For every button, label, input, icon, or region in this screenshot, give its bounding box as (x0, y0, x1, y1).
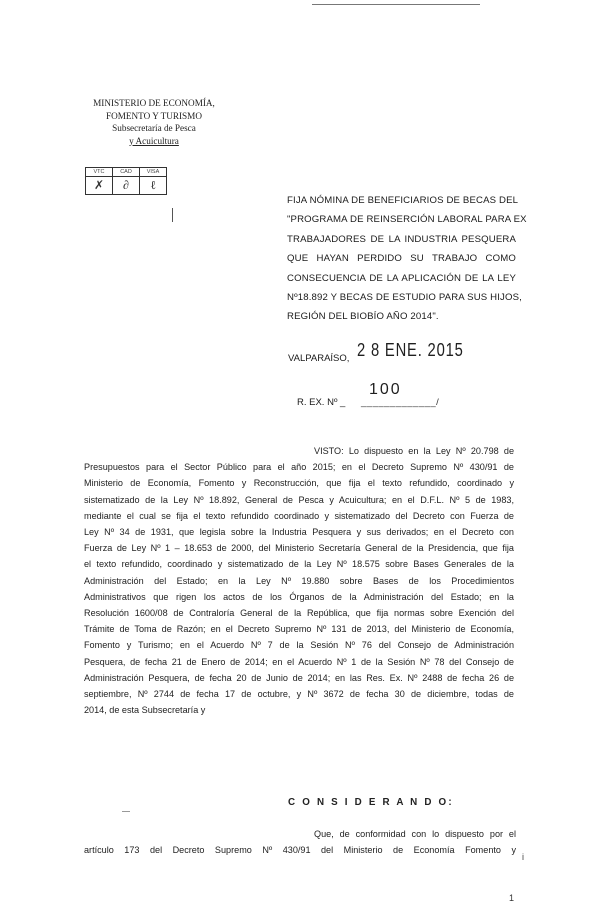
resolution-number-label: R. EX. Nº _ (297, 397, 346, 408)
visto-line: el texto refundido, coordinado y sistematizado de la Ley Nº 18.575 sobre Bases Generales de la (84, 559, 514, 570)
top-rule (312, 4, 480, 5)
que-line: Que, de conformidad con lo dispuesto por el (314, 829, 516, 839)
margin-tick: i (522, 852, 524, 862)
title-line: "PROGRAMA DE REINSERCIÓN LABORAL PARA EX (287, 214, 527, 226)
margin-mark (122, 811, 130, 812)
stamp-col-vtc: VTC (86, 168, 113, 177)
stamp-col-visa: VISA (140, 168, 167, 177)
place-label: VALPARAÍSO, (288, 353, 350, 364)
header-line-1: MINISTERIO DE ECONOMÍA, (93, 98, 215, 108)
visto-line: Administrativos que rigen los actos de los Órganos de la Administración del Estado; en la (84, 591, 514, 602)
stamp-initial-1: ✗ (86, 177, 113, 195)
stamp-col-cad: CAD (113, 168, 140, 177)
que-line: artículo 173 del Decreto Supremo Nº 430/91 del Ministerio de Economía Fomento y (84, 845, 516, 856)
title-line: CONSECUENCIA DE LA APLICACIÓN DE LA LEY (287, 272, 516, 284)
visto-line: Trámite de Toma de Razón; en el Decreto Supremo Nº 131 de 2013, del Ministerio de Economía, (84, 624, 514, 635)
visto-line: Fomento y Turismo; en el Acuerdo Nº 7 de la Sesión Nº 76 del Consejo de Administración (84, 640, 514, 651)
visto-line: Fuerza de Ley Nº 1 – 18.653 de 2000, del Ministerio Secretaría General de la Presidencia, que fija (84, 543, 514, 554)
visto-line: sistematizado de la Ley Nº 18.892, General de Pesca y Acuicultura; en el D.F.L. Nº 5 de 1983, (84, 494, 514, 505)
visto-line: Administración Pesquera, de fecha 20 de Junio de 2014; en las Res. Ex. Nº 2488 de fecha 26 de (84, 672, 514, 683)
title-line: QUE HAYAN PERDIDO SU TRABAJO COMO (287, 253, 516, 265)
visto-line: 2014, de esta Subsecretaría y (84, 705, 206, 716)
title-line: TRABAJADORES DE LA INDUSTRIA PESQUERA (287, 233, 516, 245)
visto-line: Presupuestos para el Sector Público para el año 2015; en el Decreto Supremo Nº 430/91 de (84, 462, 514, 473)
visto-line: Resolución 1600/08 de Contraloría General de la República, que fija normas sobre Exención del (84, 608, 514, 619)
page-number: 1 (509, 893, 515, 903)
considerando-paragraph (84, 826, 516, 858)
title-line: REGIÓN DEL BIOBÍO AÑO 2014". (287, 311, 439, 323)
stamp-initial-2: ∂ (113, 177, 140, 195)
visto-line: VISTO: Lo dispuesto en la Ley Nº 20.798 de (314, 446, 514, 456)
header-line-4: y Acuicultura (129, 135, 179, 146)
approval-stamp (85, 167, 167, 195)
visto-line: septiembre, Nº 2744 de fecha 17 de octubre, y Nº 3672 de fecha 30 de diciembre, todas de (84, 689, 514, 700)
ministry-header (84, 97, 224, 147)
visto-paragraph (84, 443, 514, 718)
visto-line: Ministerio de Economía, Fomento y Reconstrucción, que fija el texto refundido, coordinado y (84, 478, 514, 489)
visto-line: Administración del Estado; en la Ley Nº 19.880 sobre Bases de los Procedimientos (84, 575, 514, 586)
stamp-tick-mark (172, 208, 173, 222)
considerando-heading: C O N S I D E R A N D O: (288, 797, 454, 808)
stamp-initial-3: ℓ (140, 177, 167, 195)
resolution-number: 100 (369, 381, 402, 398)
visto-line: Pesquera, de fecha 21 de Enero de 2014; en el Acuerdo Nº 1 de la Sesión Nº 78 del Consejo de (84, 656, 514, 667)
visto-line: Ley Nº 34 de 1931, que legisla sobre la Industria Pesquera y sus derivados; en el Decreto con (84, 527, 514, 538)
date-stamp: 2 8 ENE. 2015 (357, 340, 464, 360)
resolution-number-line: _____________/ (361, 397, 440, 408)
resolution-title (287, 191, 527, 327)
header-line-2: FOMENTO Y TURISMO (106, 110, 202, 121)
visto-line: mediante el cual se fija el texto refundido coordinado y sistematizado del Decreto con Fuerza de (84, 510, 514, 521)
title-line: Nº18.892 Y BECAS DE ESTUDIO PARA SUS HIJOS, (287, 292, 522, 304)
header-line-3: Subsecretaría de Pesca (112, 123, 196, 133)
title-line: FIJA NÓMINA DE BENEFICIARIOS DE BECAS DEL (287, 195, 519, 206)
